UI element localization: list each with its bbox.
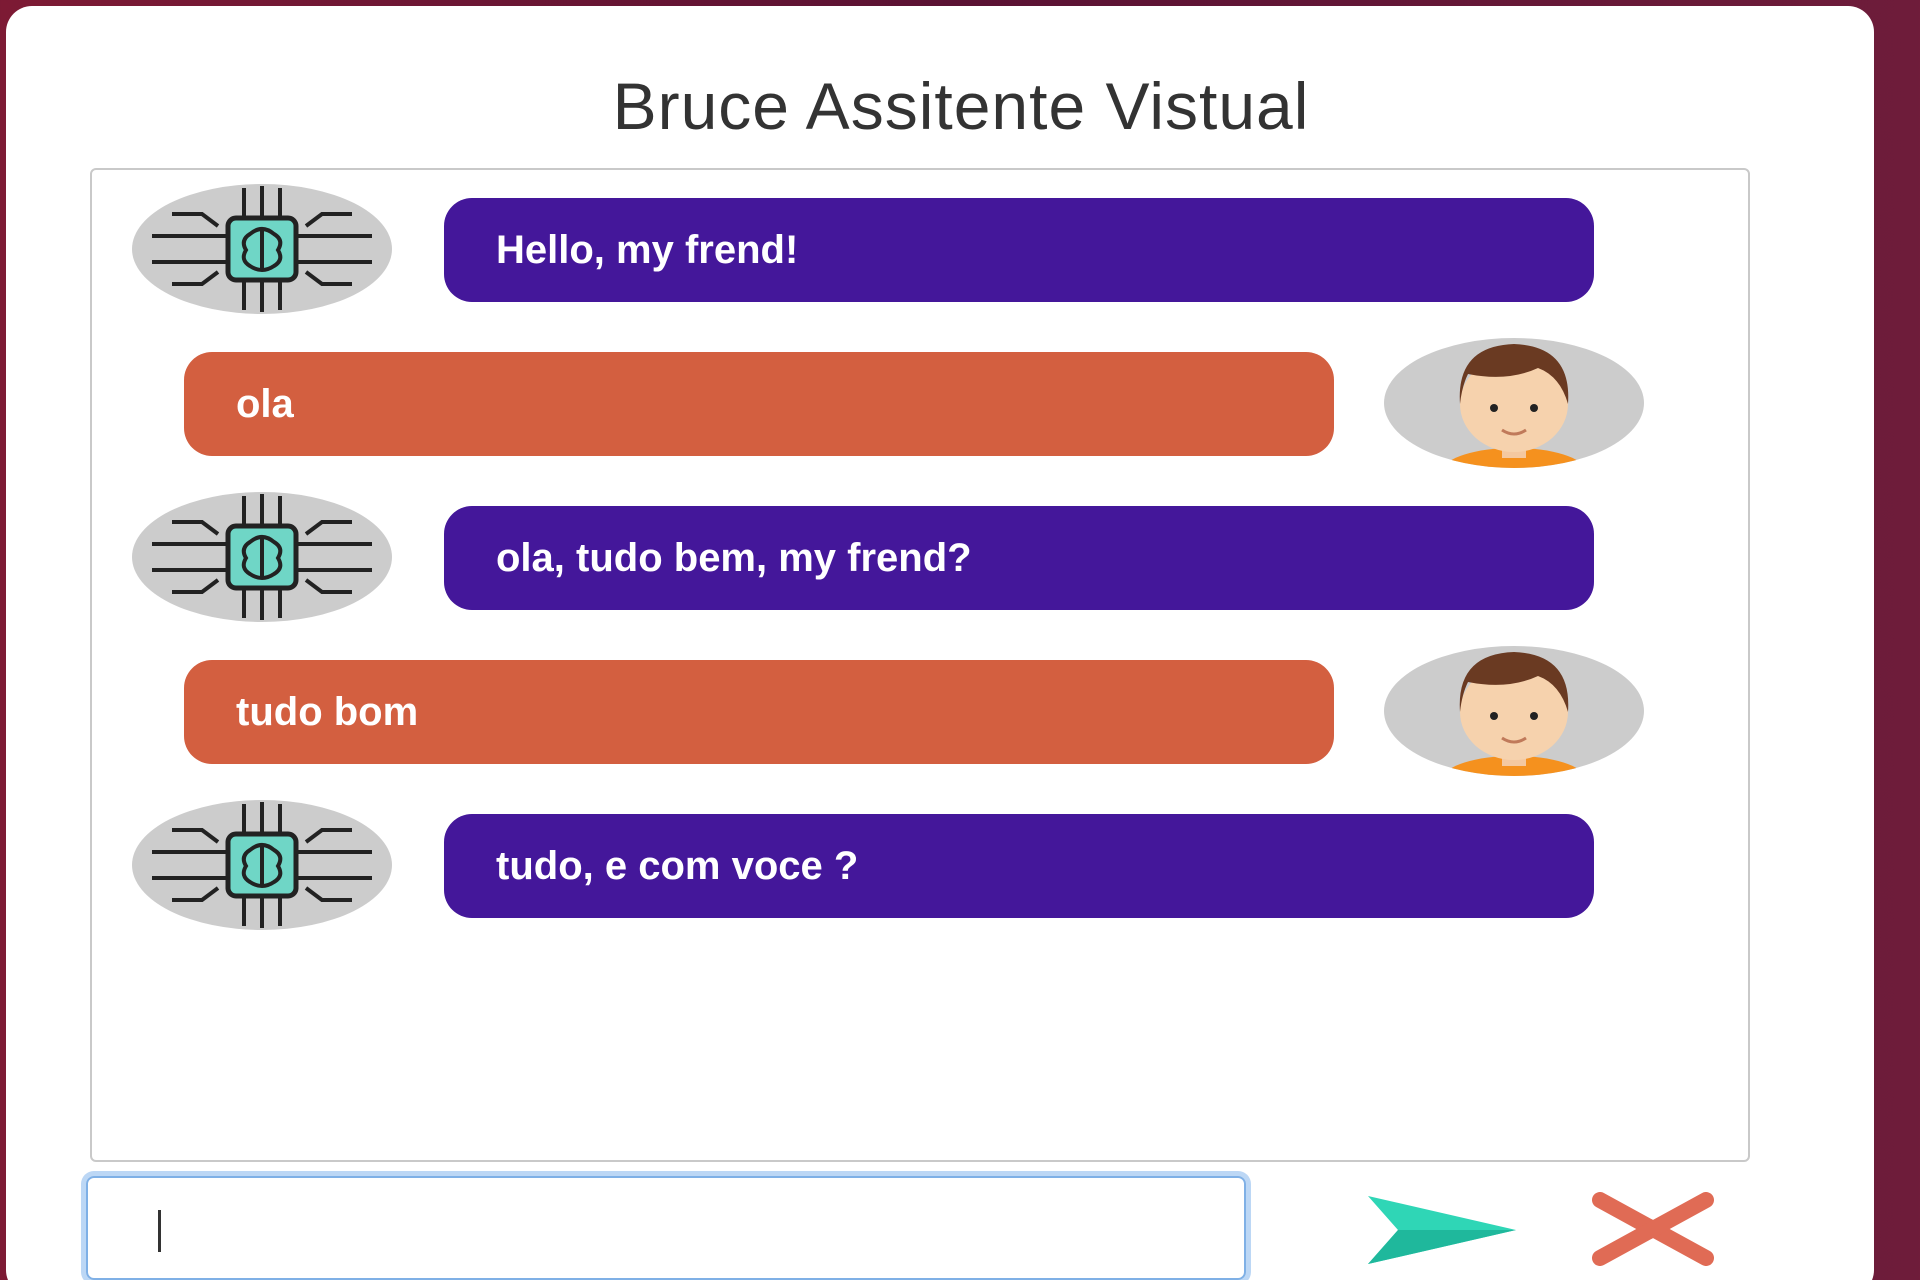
message-user <box>92 352 1748 456</box>
send-paper-plane-icon <box>1364 1192 1520 1268</box>
send-button[interactable] <box>1364 1192 1520 1268</box>
chat-window <box>6 6 1874 1280</box>
message-bot <box>92 506 1748 610</box>
chat-history[interactable] <box>90 168 1750 1162</box>
close-button[interactable] <box>1586 1192 1720 1266</box>
robot-brain-chip-icon <box>132 800 392 930</box>
message-bubble: tudo bom <box>184 660 1334 764</box>
message-user <box>92 660 1748 764</box>
page-title: Bruce Assitente Vistual <box>612 69 1310 143</box>
message-bubble: ola, tudo bem, my frend? <box>444 506 1594 610</box>
message-bubble: tudo, e com voce ? <box>444 814 1594 918</box>
message-bot <box>92 198 1748 302</box>
close-x-icon <box>1586 1192 1720 1266</box>
robot-brain-chip-icon <box>132 492 392 622</box>
user-boy-icon <box>1384 338 1644 468</box>
message-input-wrapper <box>86 1176 1246 1280</box>
text-caret <box>158 1210 161 1252</box>
message-bot <box>92 814 1748 918</box>
message-bubble: ola <box>184 352 1334 456</box>
message-bubble: Hello, my frend! <box>444 198 1594 302</box>
message-input[interactable] <box>86 1176 1246 1280</box>
robot-brain-chip-icon <box>132 184 392 314</box>
user-boy-icon <box>1384 646 1644 776</box>
